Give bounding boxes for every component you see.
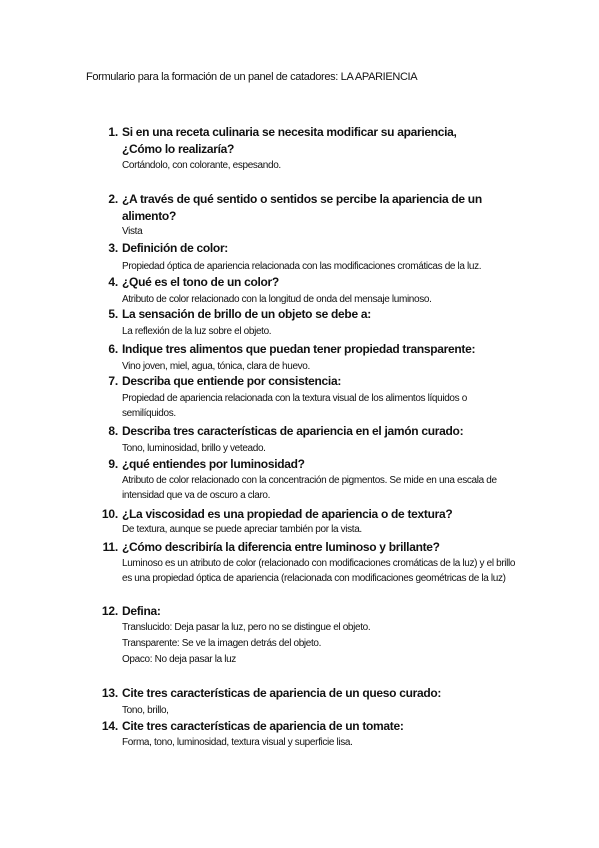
question-text: La sensación de brillo de un objeto se debe a: [122, 307, 371, 321]
question-number: 6. [108, 342, 118, 356]
answer-text [122, 441, 517, 456]
question-text: Describa que entiende por consistencia: [122, 374, 342, 388]
question-number: 2. [108, 192, 118, 206]
question-number: 12. [101, 604, 118, 618]
answer-text [122, 158, 517, 173]
answer-line: De textura, aunque se puede apreciar también por la vista. [122, 524, 362, 535]
answer-line: La reflexión de la luz sobre el objeto. [122, 326, 272, 337]
answer-text [122, 473, 517, 503]
question-number: 14. [101, 719, 118, 733]
answer-line: Tono, brillo, [122, 705, 169, 716]
question-number: 13. [101, 686, 118, 700]
question-text: ¿La viscosidad es una propiedad de apariencia o de textura? [122, 507, 453, 521]
answer-line: Vino joven, miel, agua, tónica, clara de huevo. [122, 361, 310, 372]
answer-line: Opaco: No deja pasar la luz [122, 654, 236, 665]
answer-text [122, 703, 517, 718]
answer-text [122, 359, 517, 374]
answer-line: Tono, luminosidad, brillo y veteado. [122, 443, 266, 454]
answer-line: Transparente: Se ve la imagen detrás del objeto. [122, 638, 322, 649]
answer-text [122, 522, 517, 537]
answer-text [122, 391, 517, 421]
question-text: Si en una receta culinaria se necesita modificar su apariencia, ¿Cómo lo realizaría? [122, 125, 457, 156]
question-number: 4. [108, 275, 118, 289]
answer-line: Atributo de color relacionado con la longitud de onda del mensaje luminoso. [122, 294, 432, 305]
answer-text [122, 620, 517, 667]
answer-text [122, 224, 517, 239]
answer-line: Vista [122, 226, 143, 237]
document-title: Formulario para la formación de un panel de catadores: LA APARIENCIA [86, 71, 418, 83]
question-number: 11. [102, 540, 118, 554]
question-text: ¿Cómo describiría la diferencia entre luminoso y brillante? [122, 540, 440, 554]
question-text: Indique tres alimentos que puedan tener propiedad transparente: [122, 342, 476, 356]
question-text: Cite tres características de apariencia de un queso curado: [122, 686, 442, 700]
question-text: Defina: [122, 604, 161, 618]
answer-line: Forma, tono, luminosidad, textura visual y superficie lisa. [122, 737, 353, 748]
answer-line: Translucido: Deja pasar la luz, pero no se distingue el objeto. [122, 622, 371, 633]
question-number: 5. [108, 307, 118, 321]
question-text: Describa tres características de apariencia en el jamón curado: [122, 424, 464, 438]
question-text: Definición de color: [122, 241, 229, 255]
answer-text [122, 292, 517, 307]
answer-text [122, 735, 517, 750]
answer-line: Propiedad de apariencia relacionada con la textura visual de los alimentos líquidos o semilíquidos. [122, 393, 467, 419]
question-text: ¿Qué es el tono de un color? [122, 275, 279, 289]
question-text: ¿A través de qué sentido o sentidos se percibe la apariencia de un alimento? [122, 192, 482, 223]
answer-line: Propiedad óptica de apariencia relacionada con las modificaciones cromáticas de la luz. [122, 261, 482, 272]
question-text: Cite tres características de apariencia de un tomate: [122, 719, 404, 733]
answer-line: Atributo de color relacionado con la concentración de pigmentos. Se mide en una escala de intensidad que va de oscuro a claro. [122, 475, 497, 501]
answer-text [122, 324, 517, 339]
question-number: 3. [108, 241, 118, 255]
question-number: 1. [108, 125, 118, 139]
answer-line: Luminoso es un atributo de color (relacionado con modificaciones cromáticas de la luz) y el brillo es una propiedad óptica de apariencia (relacionada con modificaciones geométricas de la luz) [122, 558, 516, 584]
question-number: 8. [108, 424, 118, 438]
question-number: 9. [108, 457, 118, 471]
answer-line: Cortándolo, con colorante, espesando. [122, 160, 281, 171]
answer-text [122, 259, 517, 274]
question-number: 7. [108, 374, 118, 388]
question-text: ¿qué entiendes por luminosidad? [122, 457, 305, 471]
answer-text [122, 556, 517, 586]
question-number: 10. [101, 507, 118, 521]
